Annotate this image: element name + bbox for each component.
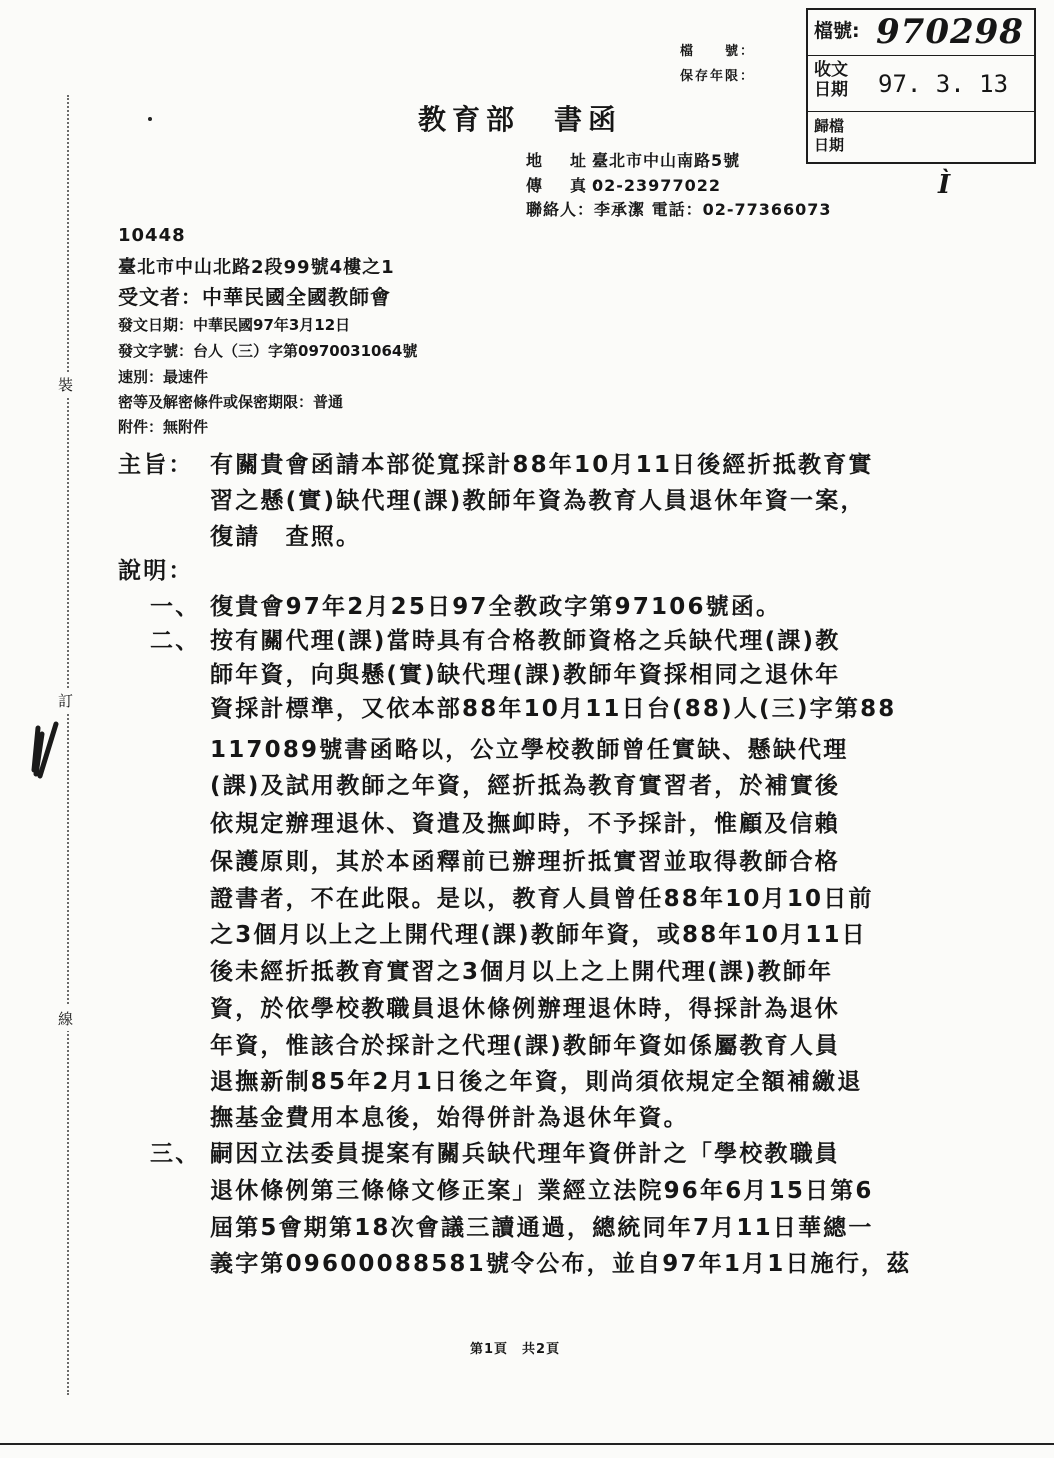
document-title: 教育部 書函 [418, 103, 623, 136]
stamp-row-return-date [808, 112, 1034, 162]
dot-mark [148, 117, 152, 121]
explanation-line: 屆第5會期第18次會議三讀通過，總統同年7月11日華總一 [210, 1215, 874, 1241]
receipt-stamp-box [806, 8, 1036, 164]
explanation-line: 退撫新制85年2月1日後之年資，則尚須依規定全額補繳退 [210, 1069, 863, 1095]
doc-meta-number: 發文字號：台人（三）字第0970031064號 [118, 342, 418, 360]
binding-char-xian: 線 [58, 1006, 73, 1031]
explanation-line: 義字第09600088581號令公布，並自97年1月1日施行，茲 [210, 1251, 912, 1277]
explanation-item-number: 二、 [150, 628, 201, 654]
explanation-line: 後未經折抵教育實習之3個月以上之上開代理(課)教師年 [210, 959, 834, 985]
explanation-item-number: 一、 [150, 594, 201, 620]
sender-address-label: 地 址： [526, 151, 615, 170]
explanation-line: 撫基金費用本息後，始得併計為退休年資。 [210, 1105, 689, 1131]
explanation-label: 說明： [118, 558, 194, 584]
subject-line: 復請 查照。 [210, 524, 362, 550]
explanation-line: 按有關代理(課)當時具有合格教師資格之兵缺代理(課)教 [210, 628, 841, 654]
sender-address [526, 148, 740, 171]
doc-meta-speed: 速別：最速件 [118, 368, 209, 386]
explanation-line: 資，於依學校教職員退休條例辦理退休時，得採計為退休 [210, 996, 840, 1022]
sender-fax [526, 173, 721, 196]
sender-contact [526, 197, 832, 220]
explanation-item-number: 三、 [150, 1141, 201, 1167]
explanation-line: 之3個月以上之上開代理(課)教師年資，或88年10月11日 [210, 922, 867, 948]
sender-address-value: 臺北市中山南路5號 [592, 151, 741, 170]
sender-fax-value: 02-23977022 [592, 176, 721, 195]
explanation-line: 退休條例第三條條文修正案」業經立法院96年6月15日第6 [210, 1178, 874, 1204]
explanation-line: (課)及試用教師之年資，經折抵為教育實習者，於補實後 [210, 773, 841, 799]
sender-contact-label: 聯絡人： [526, 200, 595, 219]
archive-retention-label: 保存年限： [680, 69, 756, 84]
sender-contact-value: 李承潔 電話：02-77366073 [594, 200, 832, 219]
sender-fax-label: 傳 真： [526, 176, 615, 195]
subject-line: 有關貴會函請本部從寬採計88年10月11日後經折抵教育實 [210, 452, 874, 478]
stamp-row-file-number [808, 10, 1034, 56]
explanation-line: 資採計標準，又依本部88年10月11日台(88)人(三)字第88 [210, 696, 897, 722]
binding-char-zhuang: 裝 [58, 372, 73, 397]
recipient-address: 臺北市中山北路2段99號4樓之1 [118, 257, 395, 278]
explanation-line: 嗣因立法委員提案有關兵缺代理年資併計之「學校教職員 [210, 1141, 840, 1167]
explanation-line: 復貴會97年2月25日97全教政字第97106號函。 [210, 594, 782, 620]
stamp-file-number-value: 970298 [876, 12, 1024, 52]
handwritten-initials: Ì [938, 170, 951, 200]
doc-meta-attachment: 附件：無附件 [118, 418, 209, 436]
recipient-to: 受文者：中華民國全國教師會 [118, 285, 391, 309]
binding-char-ding: 訂 [58, 688, 73, 713]
explanation-line: 年資，惟該合於採計之代理(課)教師年資如係屬教育人員 [210, 1033, 841, 1059]
archive-file-number-label: 檔 號： [680, 44, 756, 59]
handwritten-check-mark [30, 720, 66, 780]
doc-meta-classification: 密等及解密條件或保密期限：普通 [118, 393, 344, 411]
explanation-line: 依規定辦理退休、資遣及撫卹時，不予採計，惟顧及信賴 [210, 811, 840, 837]
doc-meta-date: 發文日期：中華民國97年3月12日 [118, 316, 351, 334]
explanation-line: 師年資，向與懸(實)缺代理(課)教師年資採相同之退休年 [210, 662, 841, 688]
stamp-row-received-date [808, 56, 1034, 112]
stamp-return-label-2: 日期 [814, 136, 845, 154]
stamp-return-label-1: 歸檔 [814, 117, 845, 135]
bottom-rule [0, 1443, 1054, 1445]
subject-line: 習之懸(實)缺代理(課)教師年資為教育人員退休年資一案， [210, 488, 866, 514]
explanation-line: 117089號書函略以，公立學校教師曾任實缺、懸缺代理 [210, 737, 849, 763]
subject-label: 主旨： [118, 452, 194, 478]
stamp-received-label-1: 收文 [814, 60, 848, 80]
explanation-line: 保護原則，其於本函釋前已辦理折抵實習並取得教師合格 [210, 849, 840, 875]
stamp-received-value: 97. 3. 13 [878, 70, 1009, 98]
stamp-received-label-2: 日期 [814, 80, 848, 100]
recipient-postal-code: 10448 [118, 225, 186, 246]
explanation-line: 證書者，不在此限。是以，教育人員曾任88年10月10日前 [210, 886, 874, 912]
page-number: 第1頁 共2頁 [470, 1342, 561, 1357]
stamp-file-number-label: 檔號: [814, 20, 860, 42]
binding-line [67, 95, 69, 1395]
